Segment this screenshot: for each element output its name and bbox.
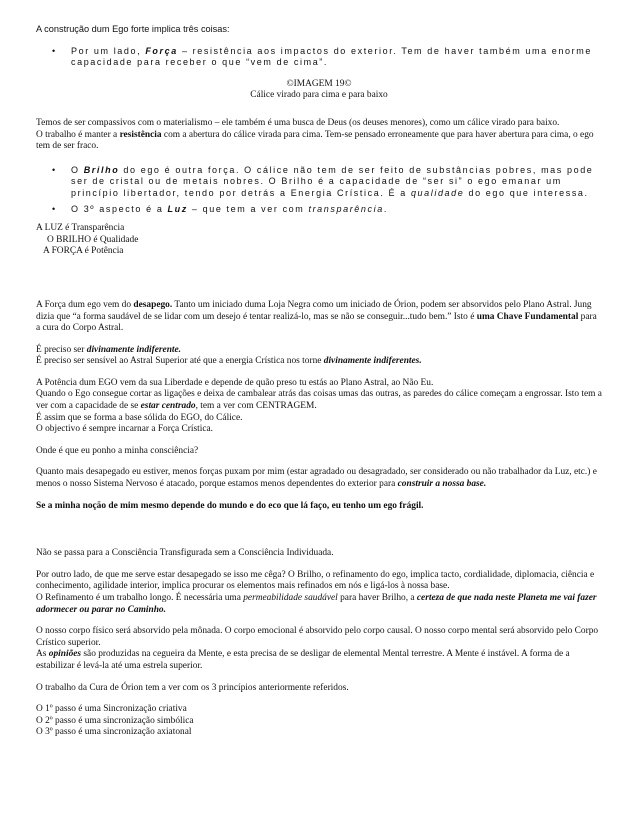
trio-line-luz: A LUZ é Transparência bbox=[36, 223, 125, 234]
bullet-icon: • bbox=[52, 203, 57, 214]
image-description: Cálice virado para cima e para baixo bbox=[250, 90, 388, 101]
bullet-list-force bbox=[36, 46, 602, 69]
image-label: ©IMAGEM 19© bbox=[286, 78, 352, 89]
bullet-icon: • bbox=[52, 45, 57, 56]
indifference-paragraph: É preciso ser divinamente indiferente. É preciso ser sensível ao Astral Superior até que a energia Crística nos torne divinamente indiferentes. bbox=[36, 344, 422, 367]
document-page bbox=[36, 24, 602, 739]
trio-line-forca: A FORÇA é Potência bbox=[43, 246, 124, 257]
fragile-ego-statement: Se a minha noção de mim mesmo depende do mundo e do eco que lá faço, eu tenho um ego frágil. bbox=[36, 500, 424, 511]
step-3: O 3º passo é uma sincronização axiatonal bbox=[36, 727, 192, 738]
step-2: O 2º passo é uma sincronização simbólica bbox=[36, 715, 194, 726]
potency-paragraph: A Potência dum EGO vem da sua Liberdade e depende de quão preso tu estás ao Plano Astral, ao Não Eu. Quando o Ego consegue cortar as ligações e deixa de cambalear atrás das coisas umas das outras, as paredes do cálice começam a engrossar. Isto tem a ver com a capacidade de se estar centrado, tem a ver com CENTRAGEM. É assim que se forma a base sólida do EGO, do Cálice. O objectivo é sempre incarnar a Força Crística. bbox=[36, 377, 602, 435]
bullet-item-luz: • O 3º aspecto é a Luz – que tem a ver com transparência. bbox=[52, 203, 388, 214]
bullet-list-brilho-luz bbox=[36, 165, 602, 215]
consciousness-question: Onde é que eu ponho a minha consciência? bbox=[36, 445, 199, 456]
compassion-paragraph: Temos de ser compassivos com o materialismo – ele também é uma busca de Deus (os deuses menores), como um cálice virado para baixo. bbox=[36, 117, 560, 128]
steps-list bbox=[36, 704, 602, 739]
bullet-item-forca: • Por um lado, Força – resistência aos impactos do exterior. Tem de haver também uma enorme capacidade para receber o que “vem de cima”. bbox=[52, 45, 592, 68]
intro-paragraph: A construção dum Ego forte implica três coisas: bbox=[36, 24, 230, 34]
refinement-paragraph: Por outro lado, de que me serve estar desapegado se isso me cêga? O Brilho, o refinamento do ego, implica tacto, cordialidade, diplomacia, ciência e conhecimento, agilidade interior, implica procurar os elementos mais refinados em nós e ligá-los à nossa base. O Refinamento é um trabalho longo. É necessária uma permeabilidade saudável para haver Brilho, a certeza de que nada neste Planeta me vai fazer adormecer ou parar no Caminho. bbox=[36, 569, 597, 615]
bullet-item-brilho: • O Brilho do ego é outra força. O cálice não tem de ser feito de substâncias pobres, mas pode ser de cristal ou de metais nobres. O Brilho é a capacidade de “ser si” o ego emanar um princípio libertador, tendo por detrás a Energia Crística. É a qualidade do ego que interessa. bbox=[52, 164, 594, 198]
image-caption bbox=[36, 79, 602, 102]
trio-line-brilho: O BRILHO é Qualidade bbox=[47, 234, 139, 245]
work-paragraph: O trabalho é manter a resistência com a abertura do cálice virada para cima. Tem-se pensado erroneamente que para haver abertura para cima, o ego tem de ser fraco. bbox=[36, 129, 594, 152]
step-1: O 1º passo é uma Sincronização criativa bbox=[36, 704, 187, 715]
bullet-icon: • bbox=[52, 164, 57, 175]
bodies-paragraph: O nosso corpo físico será absorvido pela mônada. O corpo emocional é absorvido pelo corpo causal. O nosso corpo mental será absorvido pelo Corpo Crístico superior. As opiniões são produzidas na cegueira da Mente, e esta precisa de se desligar de elemental Mental terrestre. A Mente é instável. A forma de a estabilizar é levá-la até uma estrela superior. bbox=[36, 626, 599, 671]
orion-cure-paragraph: O trabalho da Cura de Órion tem a ver com os 3 princípios anteriormente referidos. bbox=[36, 682, 349, 693]
individuated-consciousness-paragraph: Não se passa para a Consciência Transfigurada sem a Consciência Individuada. bbox=[36, 548, 334, 559]
detachment-paragraph: A Força dum ego vem do desapego. Tanto um iniciado duma Loja Negra como um iniciado de Órion, podem ser absorvidos pelo Plano Astral. Jung dizia que “a forma saudável de se lidar com um desejo é tentar realizá-lo, mas se não se conseguir...tudo bem.” Isto é uma Chave Fundamental para a cura do Corpo Astral. bbox=[36, 299, 597, 334]
luz-brilho-forca-list bbox=[36, 223, 602, 258]
detached-paragraph: Quanto mais desapegado eu estiver, menos forças puxam por mim (estar agradado ou desagradado, ser considerado ou não trabalhador da Luz, etc.) e menos o nosso Sistema Nervoso é atacado, porque estamos menos dependentes do exterior para construir a nossa base. bbox=[36, 467, 597, 490]
